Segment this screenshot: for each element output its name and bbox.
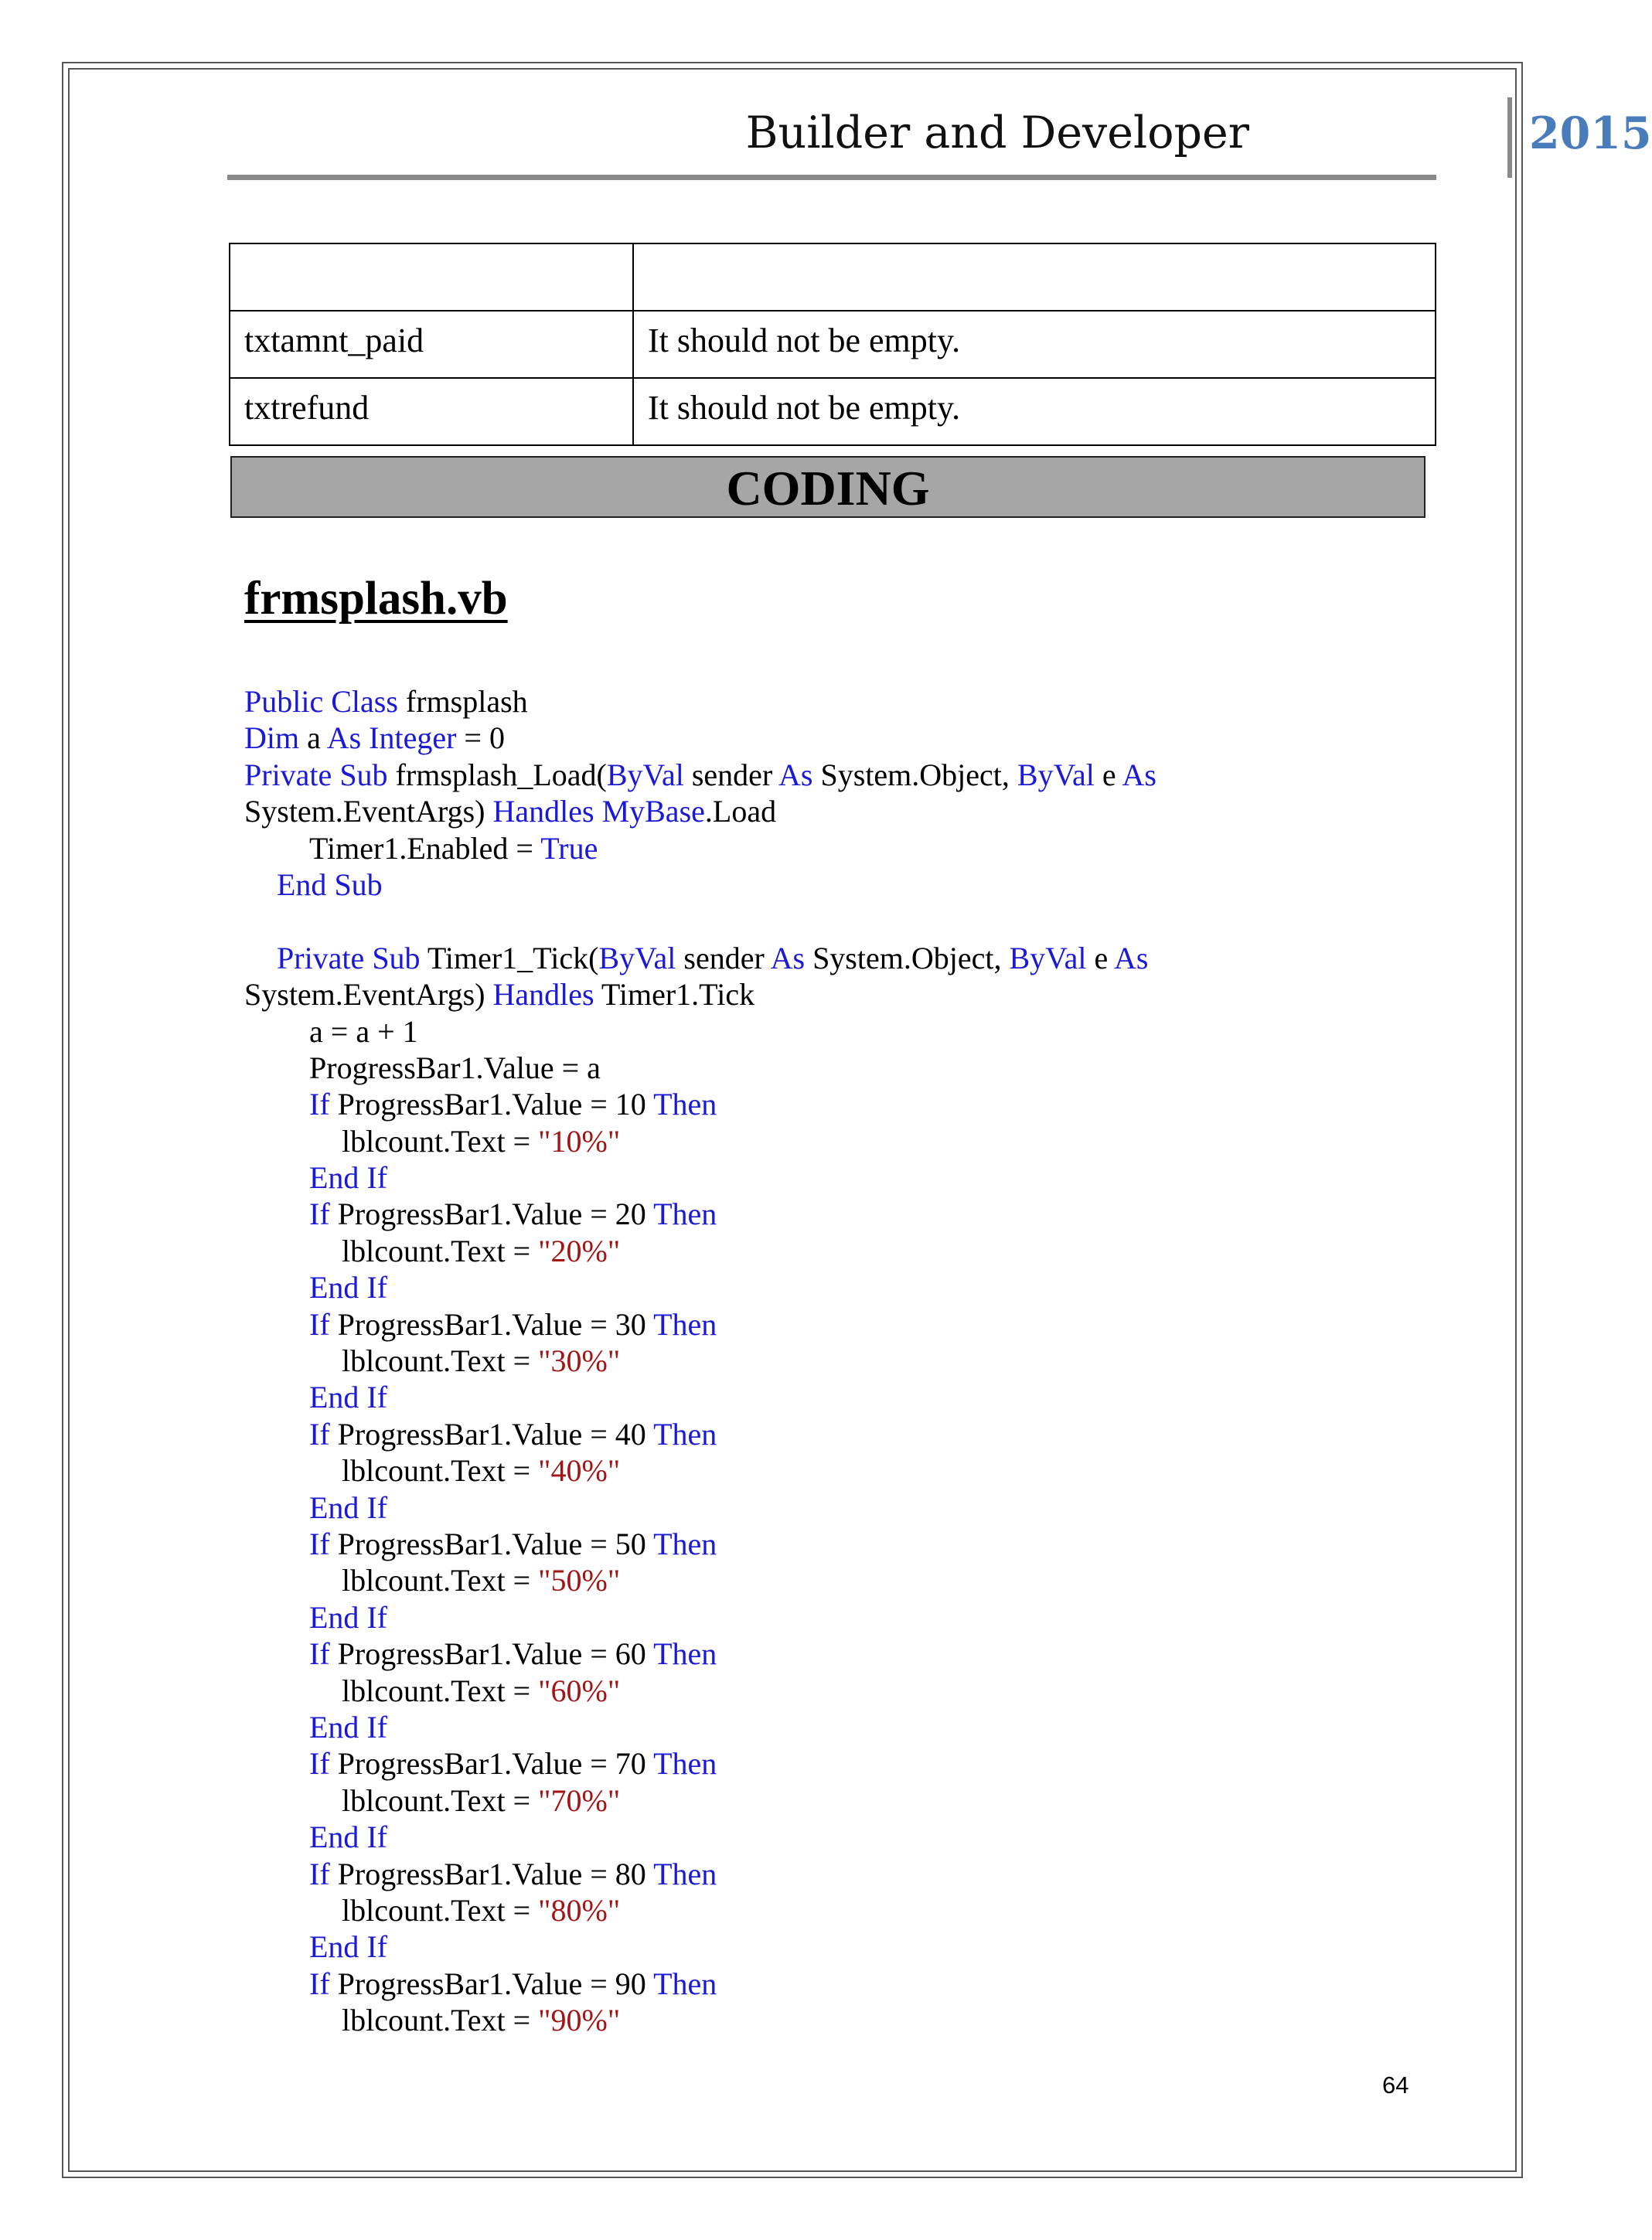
code-line: Private Sub Timer1_Tick(ByVal sender As System.Object, ByVal e As	[277, 940, 1149, 975]
code-line: lblcount.Text = "30%"	[342, 1343, 621, 1379]
code-line: System.EventArgs) Handles MyBase.Load	[244, 794, 777, 829]
table-cell-field: txtamnt_paid	[230, 311, 633, 378]
code-line: ProgressBar1.Value = a	[309, 1050, 601, 1085]
validation-table	[229, 243, 1436, 446]
table-cell-field	[230, 243, 633, 311]
code-line: lblcount.Text = "20%"	[342, 1233, 621, 1268]
code-listing	[244, 683, 1427, 2038]
code-line: End If	[309, 1820, 388, 1855]
section-banner: CODING	[230, 456, 1425, 518]
code-line: End If	[309, 1380, 388, 1415]
table-row	[230, 243, 1436, 311]
code-line: lblcount.Text = "70%"	[342, 1782, 621, 1818]
code-line: System.EventArgs) Handles Timer1.Tick	[244, 977, 755, 1013]
table-cell-rule	[633, 243, 1436, 311]
code-line: lblcount.Text = "10%"	[342, 1123, 621, 1159]
code-line: If ProgressBar1.Value = 50 Then	[309, 1526, 717, 1561]
page-number: 64	[1382, 2071, 1409, 2099]
table-row	[230, 378, 1436, 445]
code-line: lblcount.Text = "40%"	[342, 1453, 621, 1489]
code-line: End If	[309, 1599, 388, 1635]
code-line: a = a + 1	[309, 1013, 418, 1049]
page-header	[227, 97, 1652, 178]
code-line: lblcount.Text = "80%"	[342, 1892, 621, 1928]
code-line: End If	[309, 1270, 388, 1306]
code-line: If ProgressBar1.Value = 70 Then	[309, 1746, 717, 1782]
file-title: frmsplash.vb	[244, 573, 508, 625]
code-line: Dim a As Integer = 0	[244, 720, 505, 756]
code-line: End If	[309, 1709, 388, 1745]
code-line: lblcount.Text = "60%"	[342, 1673, 621, 1708]
header-title: Builder and Developer	[745, 107, 1249, 158]
code-line: Public Class frmsplash	[244, 684, 528, 719]
code-line: lblcount.Text = "90%"	[342, 2003, 621, 2038]
code-line	[244, 903, 1427, 939]
code-line: If ProgressBar1.Value = 90 Then	[309, 1966, 717, 2001]
code-line: End If	[309, 1160, 388, 1196]
code-line: If ProgressBar1.Value = 40 Then	[309, 1416, 717, 1452]
code-line: If ProgressBar1.Value = 60 Then	[309, 1636, 717, 1672]
code-line: End If	[309, 1489, 388, 1525]
code-line: Timer1.Enabled = True	[309, 830, 598, 866]
table-cell-rule: It should not be empty.	[633, 311, 1436, 378]
code-line: End If	[309, 1929, 388, 1965]
code-line: If ProgressBar1.Value = 10 Then	[309, 1087, 717, 1122]
code-line: If ProgressBar1.Value = 20 Then	[309, 1197, 717, 1232]
header-separator	[1507, 97, 1512, 178]
code-line: End Sub	[277, 866, 383, 902]
table-cell-rule: It should not be empty.	[633, 378, 1436, 445]
code-line: lblcount.Text = "50%"	[342, 1563, 621, 1598]
header-rule	[227, 175, 1436, 180]
table-cell-field: txtrefund	[230, 378, 633, 445]
code-line: Private Sub frmsplash_Load(ByVal sender As System.Object, ByVal e As	[244, 757, 1156, 792]
header-year: 2015	[1529, 107, 1652, 159]
code-line: If ProgressBar1.Value = 30 Then	[309, 1306, 717, 1342]
code-line: If ProgressBar1.Value = 80 Then	[309, 1856, 717, 1891]
table-row	[230, 311, 1436, 378]
